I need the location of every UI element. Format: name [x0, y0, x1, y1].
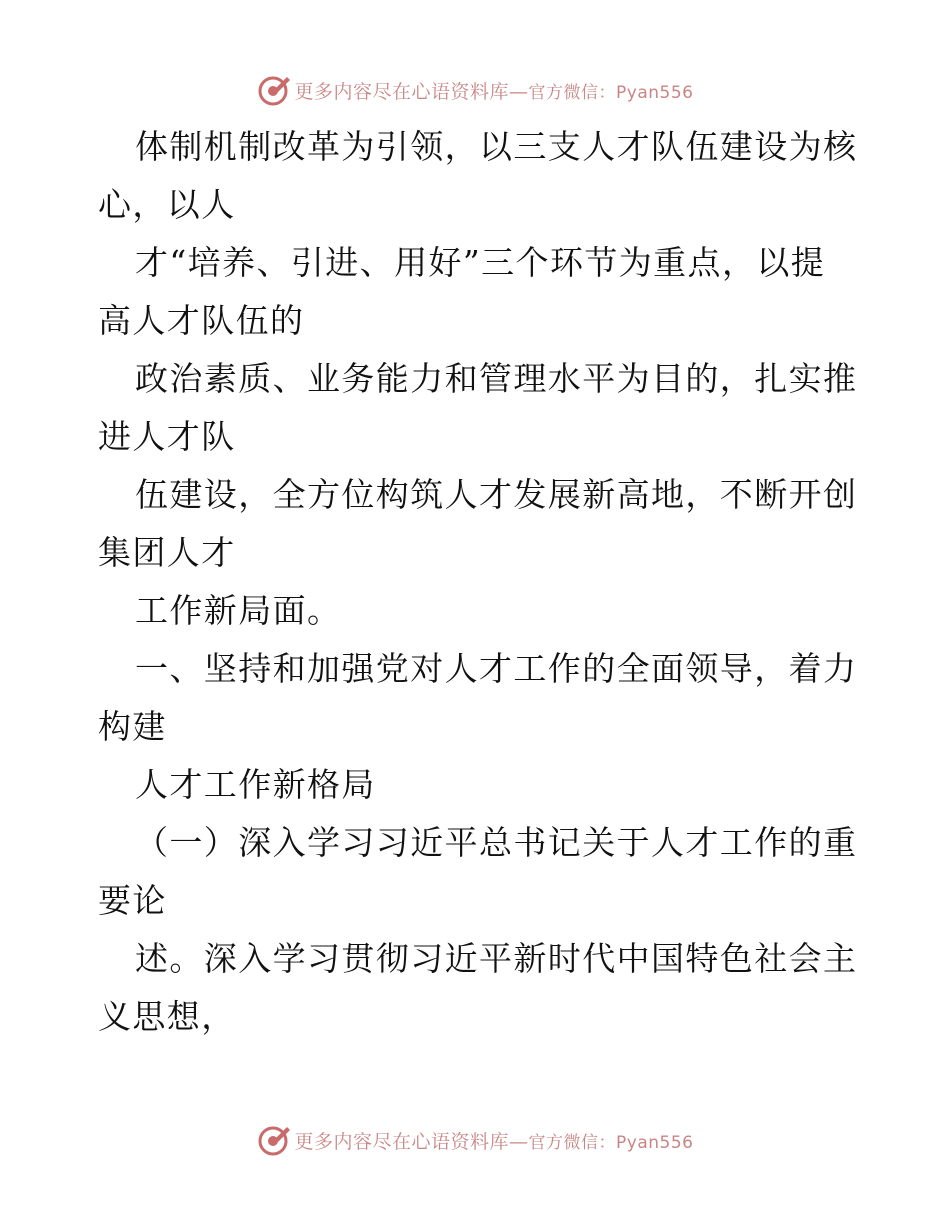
paragraph-line: 集团人才	[98, 533, 236, 572]
paragraph-line: 进人才队	[98, 417, 236, 456]
watermark-main-text: 更多内容尽在心语资料库—	[294, 1130, 529, 1153]
paragraph-line: 述。深入学习贯彻习近平新时代中国特色社会主	[135, 939, 858, 978]
pen-seal-icon	[257, 1123, 291, 1157]
paragraph-line: 心，以人	[98, 185, 236, 224]
paragraph-line: 义思想，	[98, 997, 236, 1036]
pen-seal-icon	[257, 73, 291, 107]
footer-watermark	[0, 1120, 950, 1160]
watermark-contact-text: 官方微信：Pyan556	[528, 1132, 694, 1153]
paragraph-line: 一、坚持和加强党对人才工作的全面领导，着力	[135, 649, 858, 688]
paragraph-line: 人才工作新格局	[135, 765, 376, 804]
paragraph-line: 才“培养、引进、用好”三个环节为重点，以提	[135, 243, 826, 282]
paragraph-line: 伍建设，全方位构筑人才发展新高地，不断开创	[135, 475, 858, 514]
document-body	[98, 118, 858, 1046]
header-watermark	[0, 70, 950, 110]
watermark-main-text: 更多内容尽在心语资料库—	[294, 80, 529, 103]
paragraph-line: 构建	[98, 707, 167, 746]
paragraph-line: 要论	[98, 881, 167, 920]
paragraph-line: 高人才队伍的	[98, 301, 305, 340]
watermark-contact-text: 官方微信：Pyan556	[528, 82, 694, 103]
paragraph-line: （一）深入学习习近平总书记关于人才工作的重	[135, 823, 858, 862]
paragraph-line: 政治素质、业务能力和管理水平为目的，扎实推	[135, 359, 858, 398]
paragraph-line: 体制机制改革为引领，以三支人才队伍建设为核	[135, 127, 858, 166]
paragraph-line: 工作新局面。	[135, 591, 342, 630]
